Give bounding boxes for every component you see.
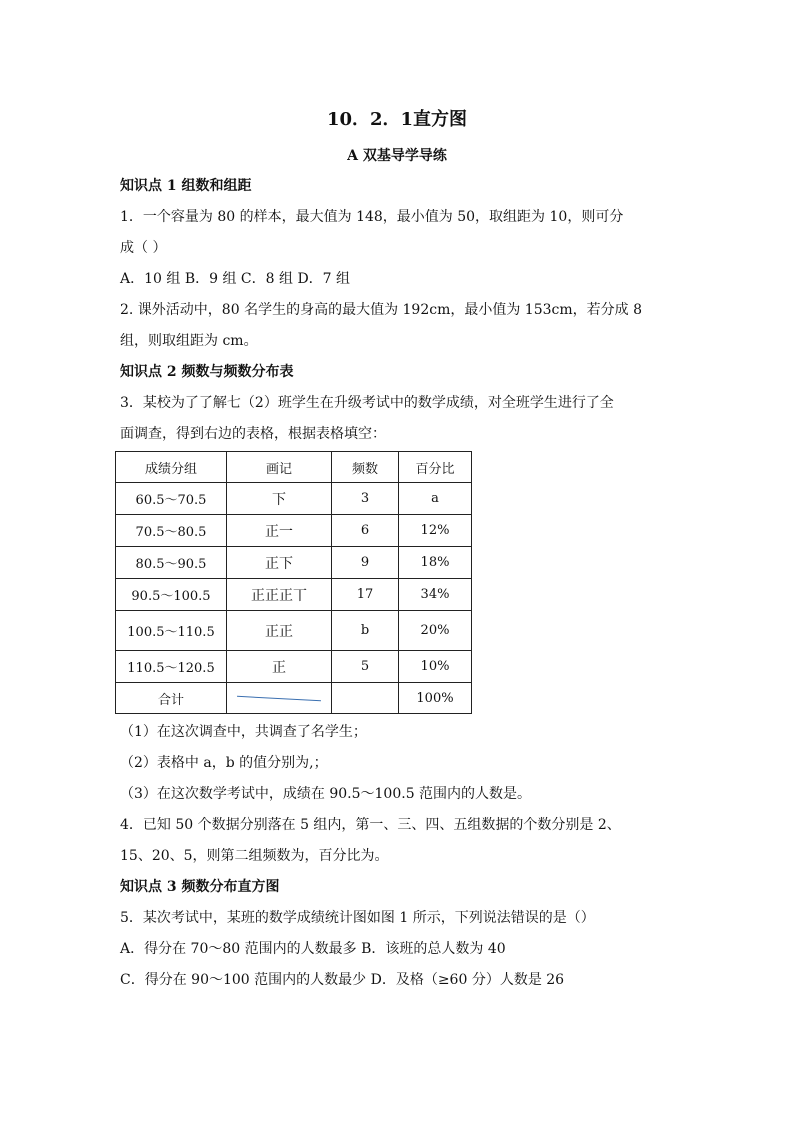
- question-3-line-1: 3．某校为了了解七（2）班学生在升级考试中的数学成绩，对全班学生进行了全: [120, 395, 614, 411]
- table-cell-tally: 正: [227, 651, 332, 683]
- table-row: [116, 579, 472, 611]
- table-cell-percent: 10%: [399, 651, 472, 683]
- table-cell-group: 70.5～80.5: [116, 515, 227, 547]
- table-cell-percent: 18%: [399, 547, 472, 579]
- table-cell-frequency: 17: [332, 579, 399, 611]
- table-row: [116, 515, 472, 547]
- question-5-line-1: 5．某次考试中，某班的数学成绩统计图如图 1 所示，下列说法错误的是（）: [120, 910, 595, 926]
- table-total-label: 合计: [116, 683, 227, 714]
- knowledge-point-3-heading: 知识点 3 频数分布直方图: [120, 879, 280, 895]
- table-cell-group: 100.5～110.5: [116, 611, 227, 651]
- document-title: 10．2．1直方图: [326, 109, 468, 130]
- table-header-cell: 成绩分组: [116, 452, 227, 483]
- table-row: [116, 611, 472, 651]
- table-cell-group: 80.5～90.5: [116, 547, 227, 579]
- table-blank-frequency-cell: [332, 683, 399, 714]
- table-cell-percent: 34%: [399, 579, 472, 611]
- question-1-options: A．10 组 B．9 组 C．8 组 D．7 组: [120, 271, 351, 287]
- question-5-line-2: A．得分在 70～80 范围内的人数最多 B．该班的总人数为 40: [120, 941, 506, 957]
- table-cell-percent: 20%: [399, 611, 472, 651]
- table-cell-percent: 12%: [399, 515, 472, 547]
- table-cell-frequency: 3: [332, 483, 399, 515]
- table-header-row: [116, 452, 472, 483]
- table-row: [116, 651, 472, 683]
- table-blank-tally-cell: [227, 683, 332, 714]
- question-3-sub-1: （1）在这次调查中，共调查了名学生；: [120, 724, 367, 740]
- table-cell-group: 90.5～100.5: [116, 579, 227, 611]
- question-3-sub-2: （2）表格中 a，b 的值分别为,；: [120, 755, 328, 771]
- table-cell-tally: 正一: [227, 515, 332, 547]
- section-subtitle: A 双基导学导练: [347, 148, 447, 164]
- table-row: [116, 483, 472, 515]
- knowledge-point-1-heading: 知识点 1 组数和组距: [120, 178, 252, 194]
- frequency-table: [115, 451, 472, 714]
- table-row: [116, 547, 472, 579]
- table-cell-frequency: 9: [332, 547, 399, 579]
- table-cell-tally: 正下: [227, 547, 332, 579]
- question-1-line-1: 1．一个容量为 80 的样本，最大值为 148，最小值为 50，取组距为 10，则可分: [120, 209, 624, 225]
- diagonal-stroke: [237, 696, 321, 701]
- table-total-percent: 100%: [399, 683, 472, 714]
- table-cell-frequency: 6: [332, 515, 399, 547]
- table-cell-frequency: 5: [332, 651, 399, 683]
- table-cell-tally: 正正: [227, 611, 332, 651]
- table-cell-group: 60.5～70.5: [116, 483, 227, 515]
- knowledge-point-2-heading: 知识点 2 频数与频数分布表: [120, 364, 294, 380]
- question-4-line-2: 15、20、5，则第二组频数为，百分比为。: [120, 848, 389, 864]
- table-header-cell: 百分比: [399, 452, 472, 483]
- question-2-line-1: 2. 课外活动中，80 名学生的身高的最大值为 192cm，最小值为 153cm，若分成 8: [120, 302, 643, 318]
- question-4-line-1: 4．已知 50 个数据分别落在 5 组内，第一、三、四、五组数据的个数分别是 2、: [120, 817, 621, 833]
- table-cell-tally: 正正正丅: [227, 579, 332, 611]
- table-cell-percent: a: [399, 483, 472, 515]
- question-3-line-2: 面调查，得到右边的表格，根据表格填空：: [120, 426, 386, 442]
- table-header-cell: 画记: [227, 452, 332, 483]
- table-cell-frequency: b: [332, 611, 399, 651]
- question-1-line-2: 成（ ）: [120, 240, 167, 256]
- table-cell-tally: 下: [227, 483, 332, 515]
- question-3-sub-3: （3）在这次数学考试中，成绩在 90.5～100.5 范围内的人数是。: [120, 786, 532, 802]
- table-cell-group: 110.5～120.5: [116, 651, 227, 683]
- question-2-line-2: 组，则取组距为 cm。: [120, 333, 258, 349]
- table-total-row: [116, 683, 472, 714]
- question-5-line-3: C．得分在 90～100 范围内的人数最少 D．及格（≥60 分）人数是 26: [120, 972, 565, 988]
- table-header-cell: 频数: [332, 452, 399, 483]
